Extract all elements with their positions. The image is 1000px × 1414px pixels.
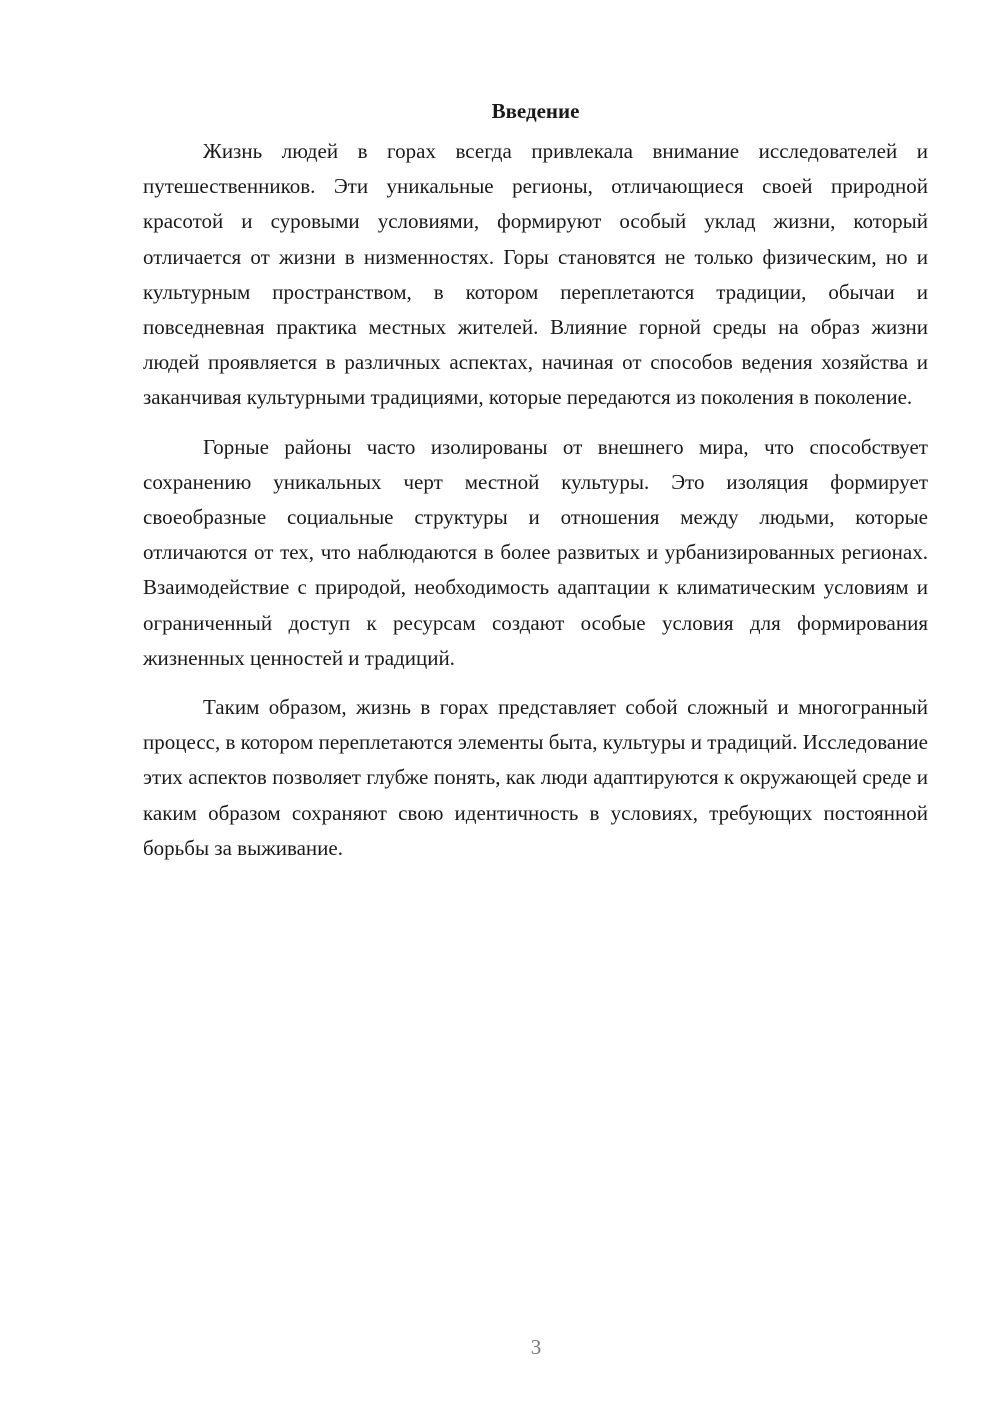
- page-content: [143, 96, 928, 880]
- section-title: Введение: [491, 99, 580, 123]
- paragraph-2: Горные районы часто изолированы от внешнего мира, что способствует сохранению уникальных черт местной культуры. Это изоляция формирует своеобразные социальные структуры и отношения между людьми, которые отличаются от тех, что наблюдаются в более развитых и урбанизированных регионах. Взаимодействие с природой, необходимость адаптации к климатическим условиям и ограниченный доступ к ресурсам создают особые условия для формирования жизненных ценностей и традиций.: [143, 434, 928, 670]
- paragraph-3: Таким образом, жизнь в горах представляет собой сложный и многогранный процесс, в котором переплетаются элементы быта, культуры и традиций. Исследование этих аспектов позволяет глубже понять, как люди адаптируются к окружающей среде и каким образом сохраняют свою идентичность в условиях, требующих постоянной борьбы за выживание.: [143, 695, 928, 860]
- paragraph-1: Жизнь людей в горах всегда привлекала внимание исследователей и путешественников. Эти уникальные регионы, отличающиеся своей природной красотой и суровыми условиями, формируют особый уклад жизни, который отличается от жизни в низменностях. Горы становятся не только физическим, но и культурным пространством, в котором переплетаются традиции, обычаи и повседневная практика местных жителей. Влияние горной среды на образ жизни людей проявляется в различных аспектах, начиная от способов ведения хозяйства и заканчивая культурными традициями, которые передаются из поколения в поколение.: [143, 139, 928, 410]
- page-number: 3: [530, 1335, 542, 1359]
